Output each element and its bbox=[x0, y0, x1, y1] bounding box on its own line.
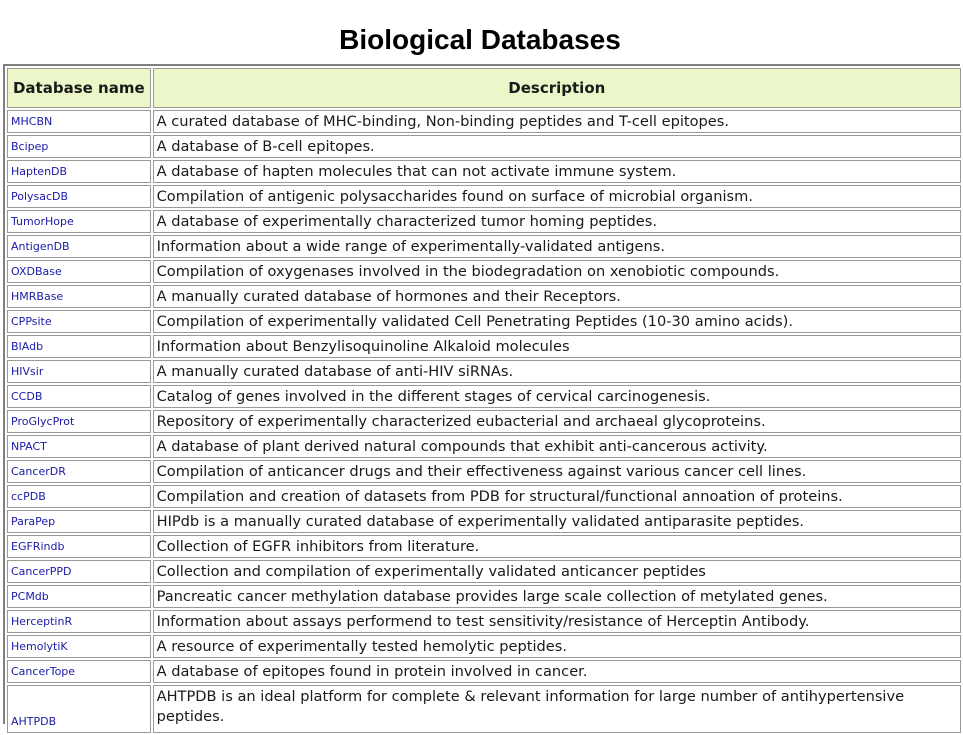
database-name-link[interactable]: HaptenDB bbox=[7, 160, 151, 183]
database-name-link[interactable]: ProGlycProt bbox=[7, 410, 151, 433]
table-row bbox=[7, 135, 961, 158]
database-description: Compilation of anticancer drugs and their effectiveness against various cancer cell lines. bbox=[153, 460, 961, 483]
table-row bbox=[7, 335, 961, 358]
database-description: A manually curated database of anti-HIV siRNAs. bbox=[153, 360, 961, 383]
table-row bbox=[7, 310, 961, 333]
table-row bbox=[7, 185, 961, 208]
database-description: A manually curated database of hormones and their Receptors. bbox=[153, 285, 961, 308]
database-name-link[interactable]: EGFRindb bbox=[7, 535, 151, 558]
database-description: A resource of experimentally tested hemolytic peptides. bbox=[153, 635, 961, 658]
table-row bbox=[7, 460, 961, 483]
column-header-description: Description bbox=[153, 68, 961, 108]
database-name-link[interactable]: PolysacDB bbox=[7, 185, 151, 208]
table-row bbox=[7, 210, 961, 233]
database-name-link[interactable]: AntigenDB bbox=[7, 235, 151, 258]
database-name-link[interactable]: NPACT bbox=[7, 435, 151, 458]
database-description: Compilation and creation of datasets from PDB for structural/functional annoation of proteins. bbox=[153, 485, 961, 508]
table-row bbox=[7, 385, 961, 408]
database-description: Information about assays performend to test sensitivity/resistance of Herceptin Antibody. bbox=[153, 610, 961, 633]
database-name-link[interactable]: HerceptinR bbox=[7, 610, 151, 633]
table-row bbox=[7, 585, 961, 608]
database-description: HIPdb is a manually curated database of experimentally validated antiparasite peptides. bbox=[153, 510, 961, 533]
database-name-link[interactable]: MHCBN bbox=[7, 110, 151, 133]
database-name-link[interactable]: HMRBase bbox=[7, 285, 151, 308]
database-table-container bbox=[3, 64, 960, 728]
table-row bbox=[7, 685, 961, 733]
database-description: A database of experimentally characterized tumor homing peptides. bbox=[153, 210, 961, 233]
table-row bbox=[7, 435, 961, 458]
database-description: Compilation of oxygenases involved in the biodegradation on xenobiotic compounds. bbox=[153, 260, 961, 283]
database-name-link[interactable]: CancerDR bbox=[7, 460, 151, 483]
database-name-link[interactable]: CCDB bbox=[7, 385, 151, 408]
table-row bbox=[7, 410, 961, 433]
database-description: A database of B-cell epitopes. bbox=[153, 135, 961, 158]
database-name-link[interactable]: BIAdb bbox=[7, 335, 151, 358]
table-row bbox=[7, 160, 961, 183]
table-row bbox=[7, 285, 961, 308]
table-row bbox=[7, 485, 961, 508]
page-title: Biological Databases bbox=[339, 24, 621, 55]
table-row bbox=[7, 660, 961, 683]
table-row bbox=[7, 610, 961, 633]
database-name-link[interactable]: Bcipep bbox=[7, 135, 151, 158]
database-description: A curated database of MHC-binding, Non-binding peptides and T-cell epitopes. bbox=[153, 110, 961, 133]
database-name-link[interactable]: TumorHope bbox=[7, 210, 151, 233]
database-name-link[interactable]: CancerTope bbox=[7, 660, 151, 683]
database-description: Collection of EGFR inhibitors from literature. bbox=[153, 535, 961, 558]
database-name-link[interactable]: PCMdb bbox=[7, 585, 151, 608]
database-description: Pancreatic cancer methylation database provides large scale collection of metylated genes. bbox=[153, 585, 961, 608]
database-description: Catalog of genes involved in the different stages of cervical carcinogenesis. bbox=[153, 385, 961, 408]
database-description: A database of epitopes found in protein involved in cancer. bbox=[153, 660, 961, 683]
database-description: A database of hapten molecules that can not activate immune system. bbox=[153, 160, 961, 183]
table-header-row bbox=[7, 68, 961, 108]
database-description: Collection and compilation of experimentally validated anticancer peptides bbox=[153, 560, 961, 583]
table-row bbox=[7, 510, 961, 533]
database-table bbox=[5, 66, 963, 735]
database-description: Information about Benzylisoquinoline Alkaloid molecules bbox=[153, 335, 961, 358]
table-row bbox=[7, 360, 961, 383]
database-description: Repository of experimentally characterized eubacterial and archaeal glycoproteins. bbox=[153, 410, 961, 433]
table-row bbox=[7, 560, 961, 583]
database-description: AHTPDB is an ideal platform for complete & relevant information for large number of antihypertensive peptides. bbox=[153, 685, 961, 733]
database-description: Compilation of experimentally validated Cell Penetrating Peptides (10-30 amino acids). bbox=[153, 310, 961, 333]
database-name-link[interactable]: ParaPep bbox=[7, 510, 151, 533]
database-name-link[interactable]: HemolytiK bbox=[7, 635, 151, 658]
database-description: Compilation of antigenic polysaccharides found on surface of microbial organism. bbox=[153, 185, 961, 208]
database-name-link[interactable]: OXDBase bbox=[7, 260, 151, 283]
database-name-link[interactable]: HIVsir bbox=[7, 360, 151, 383]
table-row bbox=[7, 260, 961, 283]
database-name-link[interactable]: AHTPDB bbox=[7, 685, 151, 733]
database-name-link[interactable]: ccPDB bbox=[7, 485, 151, 508]
database-name-link[interactable]: CPPsite bbox=[7, 310, 151, 333]
table-row bbox=[7, 110, 961, 133]
table-row bbox=[7, 535, 961, 558]
table-row bbox=[7, 235, 961, 258]
table-row bbox=[7, 635, 961, 658]
column-header-database-name: Database name bbox=[7, 68, 151, 108]
database-description: Information about a wide range of experimentally-validated antigens. bbox=[153, 235, 961, 258]
database-description: A database of plant derived natural compounds that exhibit anti-cancerous activity. bbox=[153, 435, 961, 458]
database-name-link[interactable]: CancerPPD bbox=[7, 560, 151, 583]
